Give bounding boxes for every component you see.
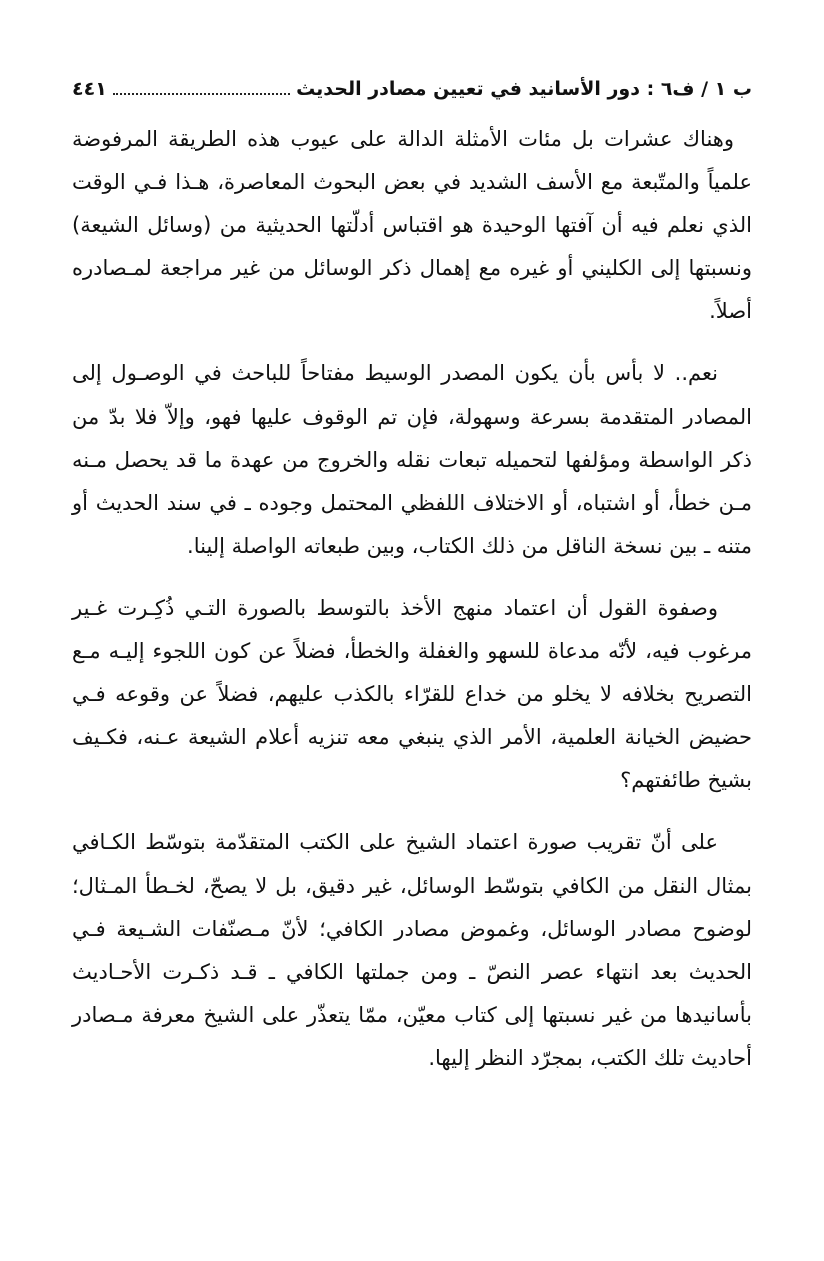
body-text [72,118,752,1080]
paragraph: وهناك عشرات بل مئات الأمثلة الدالة على عيوب هذه الطريقة المرفوضة علمياً والمتّبعة مع الأسف الشديد في بعض البحوث المعاصرة، هـذا فـي الوقت الذي نعلم فيه أن آفتها الوحيدة هو اقتباس أدلّتها الحديثية من (وسائل الشيعة) ونسبتها إلى الكليني أو غيره مع إهمال ذكر الوسائل من غير مراجعة لمـصادره أصلاً. [72,127,752,324]
leader-dots [113,75,290,95]
page-number: ٤٤١ [72,78,107,100]
chapter-title: ب ١ / ف٦ : دور الأسانيد في تعيين مصادر الحديث [296,78,752,100]
paragraph: وصفوة القول أن اعتماد منهج الأخذ بالتوسط بالصورة التـي ذُكِـرت غـير مرغوب فيه، لأنّه مدعاة للسهو والغفلة والخطأ، فضلاً عن كون اللجوء إليـه مـع التصريح بخلافه لا يخلو من خداع للقرّاء بالكذب عليهم، فضلاً عن وقوعه فـي حضيض الخيانة العلمية، الأمر الذي ينبغي معه تنزيه أعلام الشيعة عـنه، فكـيف بشيخ طائفتهم؟ [72,595,752,793]
book-page [72,72,752,1099]
paragraph: نعم.. لا بأس بأن يكون المصدر الوسيط مفتاحاً للباحث في الوصـول إلى المصادر المتقدمة بسرعة وسهولة، فإن تم الوقوف عليها فهو، وإلاّ فلا بدّ من ذكر الواسطة ومؤلفها لتحميله تبعات نقله والخروج من عهدة ما قد يحصل مـنه مـن خطأ، أو اشتباه، أو الاختلاف اللفظي المحتمل وجوده ـ في سند الحديث أو متنه ـ بين نسخة الناقل من ذلك الكتاب، وبين طبعاته الواصلة إلينا. [72,361,752,558]
running-header [72,72,752,108]
paragraph: على أنّ تقريب صورة اعتماد الشيخ على الكتب المتقدّمة بتوسّط الكـافي بمثال النقل من الكافي بتوسّط الوسائل، غير دقيق، بل لا يصحّ، لخـطأ المـثال؛ لوضوح مصادر الوسائل، وغموض مصادر الكافي؛ لأنّ مـصنّفات الشـيعة فـي الحديث بعد انتهاء عصر النصّ ـ ومن جملتها الكافي ـ قـد ذكـرت الأحـاديث بأسانيدها من غير نسبتها إلى كتاب معيّن، ممّا يتعذّر على الشيخ معرفة مـصادر أحاديث تلك الكتب، بمجرّد النظر إليها. [72,830,752,1070]
